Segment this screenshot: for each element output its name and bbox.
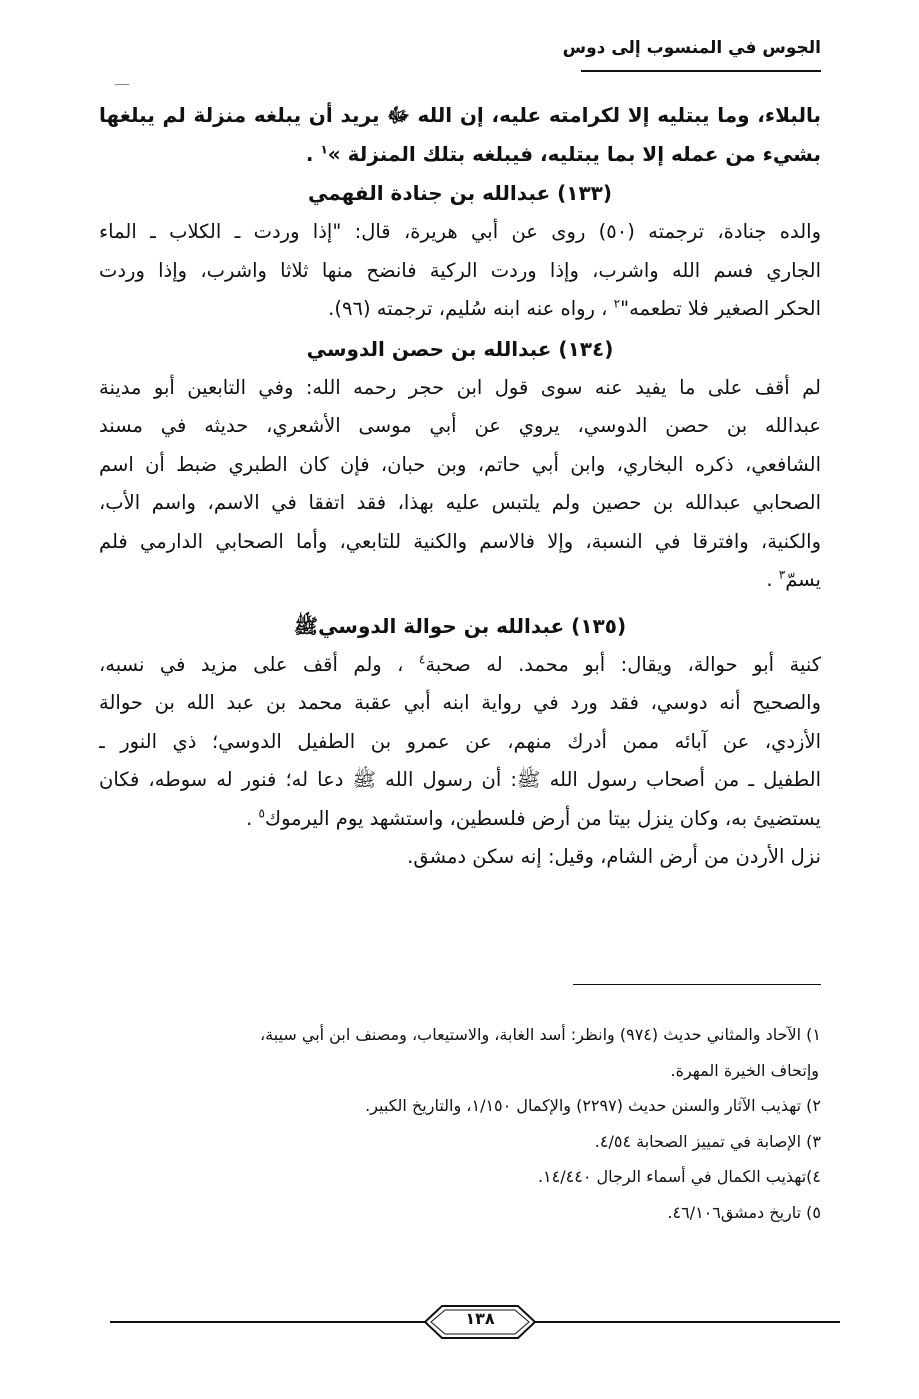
footnote-5: ٥) تاريخ دمشق٤٦/١٠٦.: [667, 1202, 821, 1222]
entry-133-heading: (١٣٣) عبدالله بن جنادة الفهمي: [307, 181, 613, 205]
entry-134-line-2: عبدالله بن حصن الدوسي، يروي عن أبي موسى الأشعري، حديثه في مسند: [99, 414, 821, 437]
entry-135-line-6: نزل الأردن من أرض الشام، وقيل: إنه سكن دمشق.: [407, 845, 821, 868]
entry-134-heading: (١٣٤) عبدالله بن حصن الدوسي: [306, 336, 614, 361]
footnote-ref-5: ٥: [258, 806, 265, 820]
footnote-2: ٢) تهذيب الآثار والسنن حديث (٢٢٩٧) والإكمال ١/١٥٠، والتاريخ الكبير.: [365, 1096, 821, 1115]
entry-135-line-1-rest: ، ولم أقف على مزيد في نسبه،: [99, 652, 419, 676]
entry-134-line-4: الصحابي عبدالله بن حصين ولم يلتبس عليه بهذا، فقد اتفقا في الاسم، واسم الأب،: [99, 491, 821, 514]
body-text: [99, 96, 821, 877]
footnote-ref-1: ١: [320, 141, 328, 156]
entry-135-line-1: [99, 646, 821, 685]
entry-133-line-3-text: الحكر الصغير فلا تطعمه": [620, 297, 821, 320]
page-number-ornament: [80, 1300, 840, 1344]
entry-134-line-5: والكنية، وافترقا في النسبة، وإلا فالاسم والكنية للتابعي، وأما الصحابي الدارمي فلم: [99, 529, 821, 553]
entry-134-line-6-end: .: [766, 568, 779, 591]
footnote-ref-4: ٤: [418, 652, 426, 666]
footnote-3: ٣) الإصابة في تمييز الصحابة ٤/٥٤.: [594, 1131, 821, 1151]
entry-133-line-2: الجاري فسم الله واشرب، وإذا وردت الركية فانضح منها ثلاثا واشرب، وإذا وردت: [99, 258, 821, 282]
continuation-line-2-text: بشيء من عمله إلا بما يبتليه، فيبلغه بتلك المنزلة »: [327, 141, 821, 166]
continuation-line-1: بالبلاء، وما يبتليه إلا لكرامته عليه، إن الله ﷻ يريد أن يبلغه منزلة لم يبلغها: [99, 103, 821, 127]
entry-135-line-5-end: .: [246, 806, 259, 830]
entry-134-line-6: [99, 561, 821, 600]
continuation-line-2: [99, 135, 821, 174]
entry-135-line-2: والصحيح أنه دوسي، فقد ورد في رواية ابنه أبي عقبة محمد بن عبد الله بن حوالة: [99, 691, 821, 714]
entry-133-line-3: [99, 290, 821, 329]
running-header: الجوس في المنسوب إلى دوس: [562, 38, 821, 58]
page-number: ١٣٨: [465, 1309, 495, 1328]
header-rule: [581, 70, 821, 72]
footnote-ref-3: ٣: [778, 567, 786, 582]
entry-134-line-1: لم أقف على ما يفيد عنه سوى قول ابن حجر رحمه الله: وفي التابعين أبو مدينة: [99, 375, 821, 399]
footnote-1-line-1: ١) الآحاد والمثاني حديث (٩٧٤) وانظر: أسد الغابة، والاستيعاب، ومصنف ابن أبي سيبة،: [259, 1025, 821, 1044]
entry-133-line-1: والده جنادة، ترجمته (٥٠) روى عن أبي هريرة، قال: "إذا وردت ـ الكلاب ـ الماء: [99, 220, 821, 243]
footnotes: [99, 1018, 821, 1231]
footnote-separator: [573, 984, 821, 985]
entry-135-heading: (١٣٥) عبدالله بن حوالة الدوسيﷺ: [293, 613, 627, 638]
footnote-1-line-2: وإتحاف الخيرة المهرة.: [670, 1060, 819, 1080]
entry-135-line-5-text: يستضيئ به، وكان ينزل بيتا من أرض فلسطين، واستشهد يوم اليرموك: [265, 806, 821, 830]
entry-135-line-3: الأزدي، عن آبائه ممن أدرك منهم، عن عمرو بن الطفيل الدوسي؛ ذي النور ـ: [99, 729, 821, 753]
footnote-4: ٤)تهذيب الكمال في أسماء الرجال ١٤/٤٤٠.: [537, 1167, 821, 1186]
continuation-line-2-end: .: [305, 141, 321, 166]
entry-134-line-6-text: يسمّ: [785, 568, 821, 591]
entry-134-line-3: الشافعي، ذكره البخاري، وابن أبي حاتم، وبن حبان، فإن كان الطبري ضبط أن اسم: [99, 452, 821, 476]
entry-135-line-1-text: كنية أبو حوالة، ويقال: أبو محمد. له صحبة: [425, 652, 821, 676]
entry-135-line-5: [99, 800, 821, 839]
entry-135-line-4: الطفيل ـ من أصحاب رسول الله ﷺ: أن رسول الله ﷺ دعا له؛ فنور له سوطه، فكان: [99, 768, 821, 791]
entry-133-line-3-end: ، رواه عنه ابنه سُليم، ترجمته (٩٦).: [328, 297, 614, 320]
footnote-ref-2: ٢: [613, 296, 621, 311]
scan-mark: [115, 84, 129, 85]
